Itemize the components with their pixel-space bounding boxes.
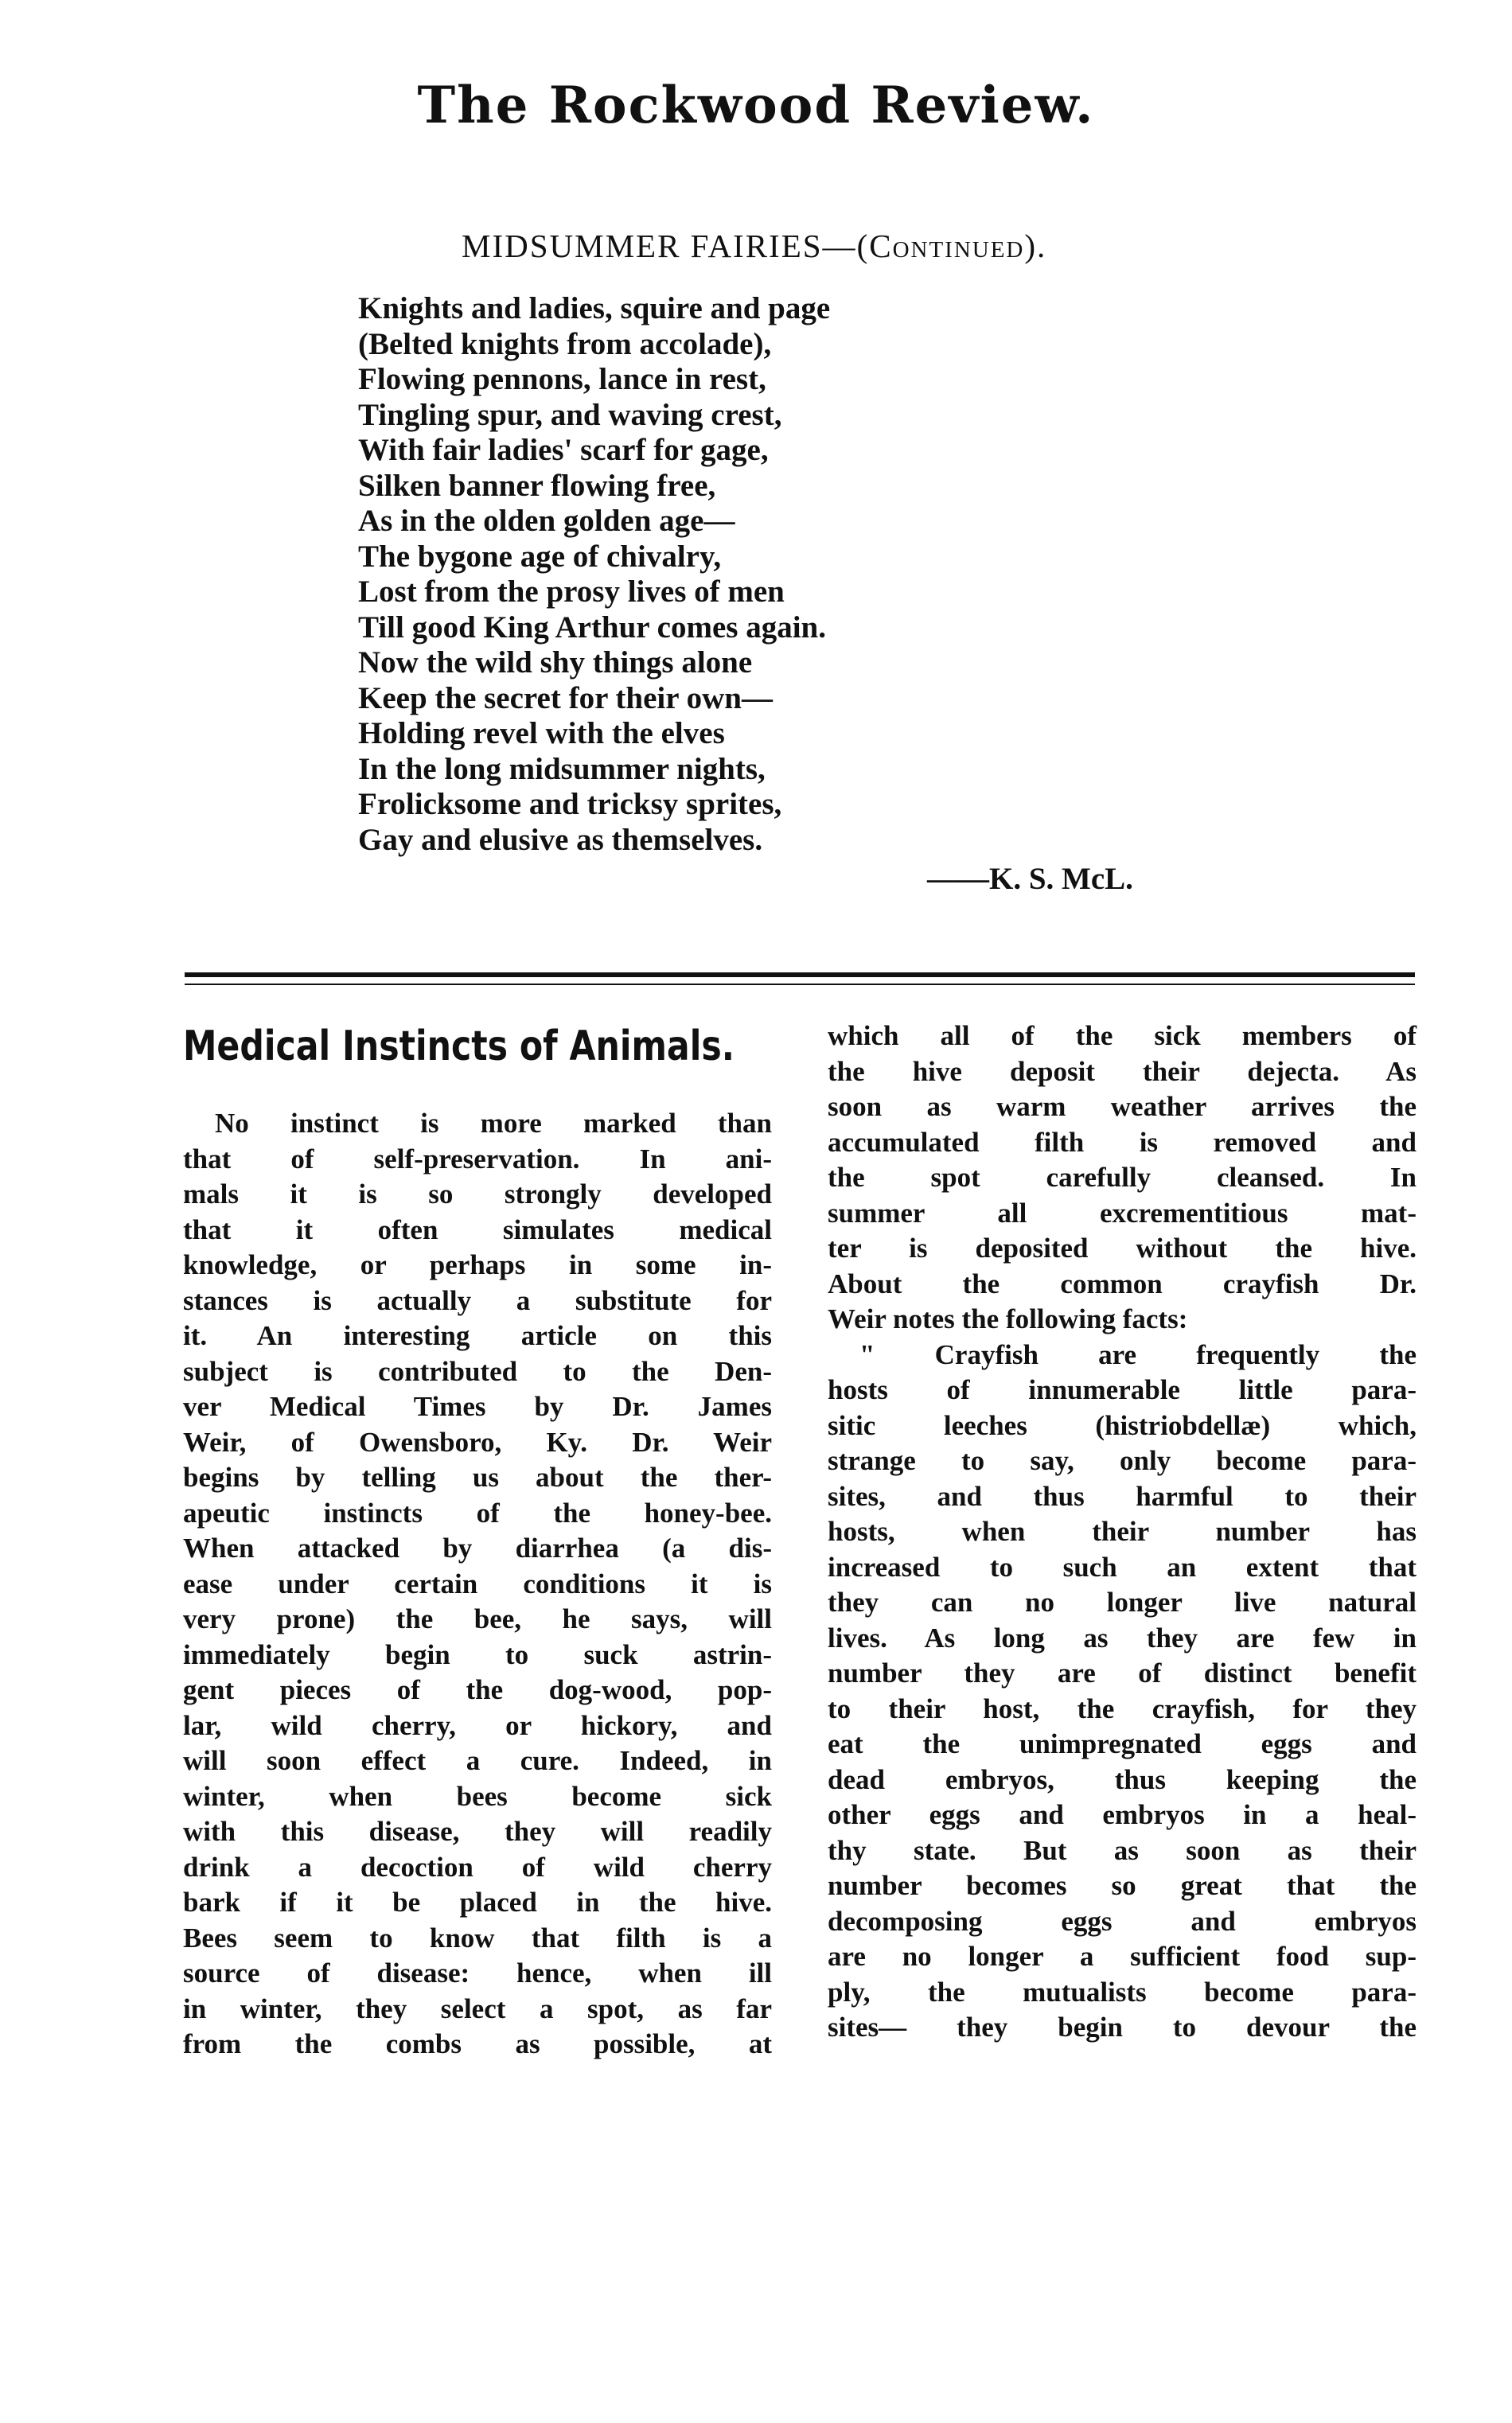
- poem-title: [462, 227, 1046, 265]
- text-line: ver Medical Times by Dr. James: [183, 1391, 772, 1422]
- text-line: with this disease, they will readily: [183, 1816, 772, 1847]
- text-line: When attacked by diarrhea (a dis-: [183, 1533, 772, 1564]
- text-line: will soon effect a cure. Indeed, in: [183, 1745, 772, 1776]
- text-line: lives. As long as they are few in: [828, 1622, 1417, 1654]
- article-text-left: [183, 1106, 772, 2063]
- text-line: hosts of innumerable little para-: [828, 1374, 1417, 1405]
- poem-line: Holding revel with the elves: [358, 716, 725, 750]
- text-line: winter, when bees become sick: [183, 1780, 772, 1812]
- text-line: decomposing eggs and embryos: [828, 1905, 1417, 1937]
- text-line: from the combs as possible, at: [183, 2028, 772, 2059]
- poem-line: Knights and ladies, squire and page: [358, 291, 831, 325]
- text-line: eat the unimpregnated eggs and: [828, 1728, 1417, 1759]
- text-line: apeutic instincts of the honey-bee.: [183, 1497, 772, 1529]
- text-line: the spot carefully cleansed. In: [828, 1162, 1417, 1193]
- article-heading: Medical Instincts of Animals.: [183, 1023, 735, 1070]
- poem-line: Till good King Arthur comes again.: [358, 610, 826, 645]
- text-line: begins by telling us about the ther-: [183, 1462, 772, 1493]
- text-line: sites, and thus harmful to their: [828, 1480, 1417, 1512]
- text-line: the hive deposit their dejecta. As: [828, 1055, 1417, 1087]
- poem-line: Lost from the prosy lives of men: [358, 575, 785, 609]
- poem-line: Flowing pennons, lance in rest,: [358, 362, 766, 396]
- text-line: they can no longer live natural: [828, 1587, 1417, 1618]
- text-line: dead embryos, thus keeping the: [828, 1763, 1417, 1795]
- article-column-left: [183, 1019, 772, 2063]
- text-line: knowledge, or perhaps in some in-: [183, 1249, 772, 1280]
- poem-line: In the long midsummer nights,: [358, 751, 766, 786]
- text-line: accumulated filth is removed and: [828, 1126, 1417, 1158]
- poem-line: Keep the secret for their own—: [358, 680, 773, 715]
- text-line: source of disease: hence, when ill: [183, 1957, 772, 1989]
- text-line: summer all excrementitious mat-: [828, 1197, 1417, 1229]
- poem-line: Frolicksome and tricksy sprites,: [358, 787, 782, 821]
- text-line: immediately begin to suck astrin-: [183, 1638, 772, 1670]
- text-line: it. An interesting article on this: [183, 1320, 772, 1351]
- text-line: ease under certain conditions it is: [183, 1568, 772, 1599]
- text-line: are no longer a sufficient food sup-: [828, 1941, 1417, 1972]
- text-line: which all of the sick members of: [828, 1020, 1417, 1051]
- poem-line: Now the wild shy things alone: [358, 645, 753, 680]
- poem-line: (Belted knights from accolade),: [358, 326, 772, 361]
- text-line: subject is contributed to the Den-: [183, 1355, 772, 1387]
- text-line: mals it is so strongly developed: [183, 1178, 772, 1210]
- section-divider-thin: [185, 984, 1415, 985]
- text-line: that it often simulates medical: [183, 1213, 772, 1245]
- text-line: gent pieces of the dog-wood, pop-: [183, 1674, 772, 1705]
- text-line: Weir, of Owensboro, Ky. Dr. Weir: [183, 1426, 772, 1458]
- poem-line: Gay and elusive as themselves.: [358, 822, 763, 857]
- text-line: that of self-preservation. In ani-: [183, 1143, 772, 1174]
- poem-stanza: [358, 291, 830, 858]
- poem-line: Tingling spur, and waving crest,: [358, 397, 782, 432]
- text-line: increased to such an extent that: [828, 1551, 1417, 1583]
- text-line: in winter, they select a spot, as far: [183, 1993, 772, 2024]
- text-line: number becomes so great that the: [828, 1870, 1417, 1901]
- poem-title-suffix: (Continued).: [856, 228, 1047, 264]
- text-line: Bees seem to know that filth is a: [183, 1922, 772, 1954]
- text-line: number they are of distinct benefit: [828, 1658, 1417, 1689]
- poem-line: With fair ladies' scarf for gage,: [358, 433, 769, 467]
- text-line: No instinct is more marked than: [215, 1108, 772, 1139]
- text-line: to their host, the crayfish, for they: [828, 1693, 1417, 1724]
- text-line: lar, wild cherry, or hickory, and: [183, 1709, 772, 1741]
- poem-line: As in the olden golden age—: [358, 504, 735, 538]
- text-line: drink a decoction of wild cherry: [183, 1851, 772, 1883]
- poem-line: The bygone age of chivalry,: [358, 539, 722, 574]
- text-line: very prone) the bee, he says, will: [183, 1603, 772, 1634]
- poem-line: Silken banner flowing free,: [358, 468, 716, 503]
- masthead-title: The Rockwood Review.: [417, 76, 1095, 135]
- section-divider-thick: [185, 972, 1415, 977]
- text-line: ply, the mutualists become para-: [828, 1976, 1417, 2008]
- text-line: bark if it be placed in the hive.: [183, 1887, 772, 1918]
- text-line: thy state. But as soon as their: [828, 1834, 1417, 1866]
- text-line: strange to say, only become para-: [828, 1445, 1417, 1476]
- article-text-right: [828, 1019, 1417, 2046]
- text-line: " Crayfish are frequently the: [859, 1338, 1417, 1370]
- poem-attribution: ——K. S. McL.: [927, 862, 1133, 896]
- text-line: stances is actually a substitute for: [183, 1284, 772, 1316]
- text-line: soon as warm weather arrives the: [828, 1091, 1417, 1122]
- text-line: other eggs and embryos in a heal-: [828, 1799, 1417, 1830]
- text-line: hosts, when their number has: [828, 1516, 1417, 1547]
- text-line: Weir notes the following facts:: [828, 1303, 1188, 1334]
- poem-title-main: MIDSUMMER FAIRIES—: [462, 228, 857, 264]
- text-line: sitic leeches (histriobdellæ) which,: [828, 1409, 1417, 1441]
- article-column-right: [828, 1019, 1417, 2046]
- text-line: ter is deposited without the hive.: [828, 1233, 1417, 1264]
- text-line: sites— they begin to devour the: [828, 2012, 1417, 2043]
- text-line: About the common crayfish Dr.: [828, 1268, 1417, 1299]
